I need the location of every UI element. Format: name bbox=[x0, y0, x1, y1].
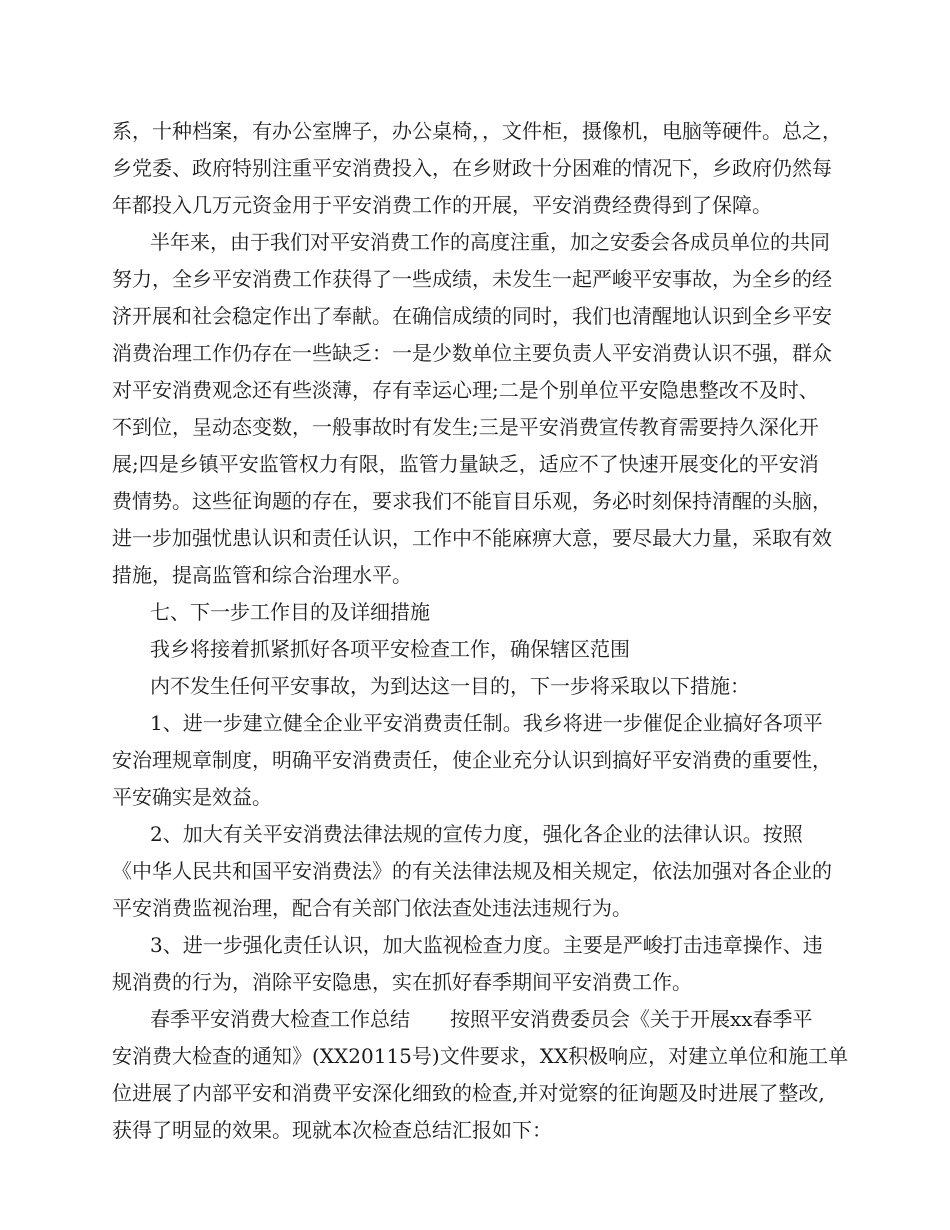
text-line: 对平安消费观念还有些淡薄，存有幸运心理;二是个别单位平安隐患整改不及时、 bbox=[112, 378, 819, 402]
text-line: 位进展了内部平安和消费平安深化细致的检查,并对觉察的征询题及时进展了整改, bbox=[112, 1081, 825, 1105]
text-line: 1、进一步建立健全企业平安消费责任制。我乡将进一步催促企业搞好各项平 bbox=[150, 711, 823, 735]
text-line: 平安确实是效益。 bbox=[112, 785, 272, 809]
text-line: 年都投入几万元资金用于平安消费工作的开展，平安消费经费得到了保障。 bbox=[112, 193, 772, 217]
text-line: 春季平安消费大检查工作总结 按照平安消费委员会《关于开展xx春季平 bbox=[150, 1007, 813, 1031]
text-line: 规消费的行为，消除平安隐患，实在抓好春季期间平安消费工作。 bbox=[112, 970, 692, 994]
text-line: 系，十种档案，有办公室牌子，办公桌椅，，文件柜，摄像机，电脑等硬件。总之， bbox=[112, 119, 842, 143]
text-line: 3、进一步强化责任认识，加大监视检查力度。主要是严峻打击违章操作、违 bbox=[150, 933, 823, 957]
text-line: 获得了明显的效果。现就本次检查总结汇报如下： bbox=[112, 1118, 552, 1142]
text-line: 内不发生任何平安事故，为到达这一目的，下一步将采取以下措施： bbox=[150, 674, 750, 698]
text-line: 进一步加强忧患认识和责任认识，工作中不能麻痹大意，要尽最大力量，采取有效 bbox=[112, 526, 832, 550]
text-line: 努力，全乡平安消费工作获得了一些成绩，未发生一起严峻平安事故，为全乡的经 bbox=[112, 267, 832, 291]
text-line: 平安消费监视治理，配合有关部门依法查处违法违规行为。 bbox=[112, 896, 632, 920]
text-line: 半年来，由于我们对平安消费工作的高度注重，加之安委会各成员单位的共同 bbox=[150, 230, 830, 254]
section-heading: 七、下一步工作目的及详细措施 bbox=[150, 600, 430, 624]
text-line: 济开展和社会稳定作出了奉献。在确信成绩的同时，我们也清醒地认识到全乡平安 bbox=[112, 304, 832, 328]
text-line: 不到位，呈动态变数，一般事故时有发生;三是平安消费宣传教育需要持久深化开 bbox=[112, 415, 819, 439]
text-line: 2、加大有关平安消费法律法规的宣传力度，强化各企业的法律认识。按照 bbox=[150, 822, 803, 846]
text-line: 乡党委、政府特别注重平安消费投入，在乡财政十分困难的情况下，乡政府仍然每 bbox=[112, 156, 832, 180]
text-line: 费情势。这些征询题的存在，要求我们不能盲目乐观，务必时刻保持清醒的头脑， bbox=[112, 489, 832, 513]
text-line: 我乡将接着抓紧抓好各项平安检查工作，确保辖区范围 bbox=[150, 637, 630, 661]
text-line: 安消费大检查的通知》(XX20115号)文件要求，XX积极响应，对建立单位和施工单 bbox=[112, 1044, 849, 1068]
text-line: 《中华人民共和国平安消费法》的有关法律法规及相关规定，依法加强对各企业的 bbox=[112, 859, 832, 883]
text-line: 展;四是乡镇平安监管权力有限，监管力量缺乏，适应不了快速开展变化的平安消 bbox=[112, 452, 819, 476]
text-line: 消费治理工作仍存在一些缺乏：一是少数单位主要负责人平安消费认识不强，群众 bbox=[112, 341, 832, 365]
text-line: 措施，提高监管和综合治理水平。 bbox=[112, 563, 412, 587]
text-line: 安治理规章制度，明确平安消费责任，使企业充分认识到搞好平安消费的重要性， bbox=[112, 748, 832, 772]
